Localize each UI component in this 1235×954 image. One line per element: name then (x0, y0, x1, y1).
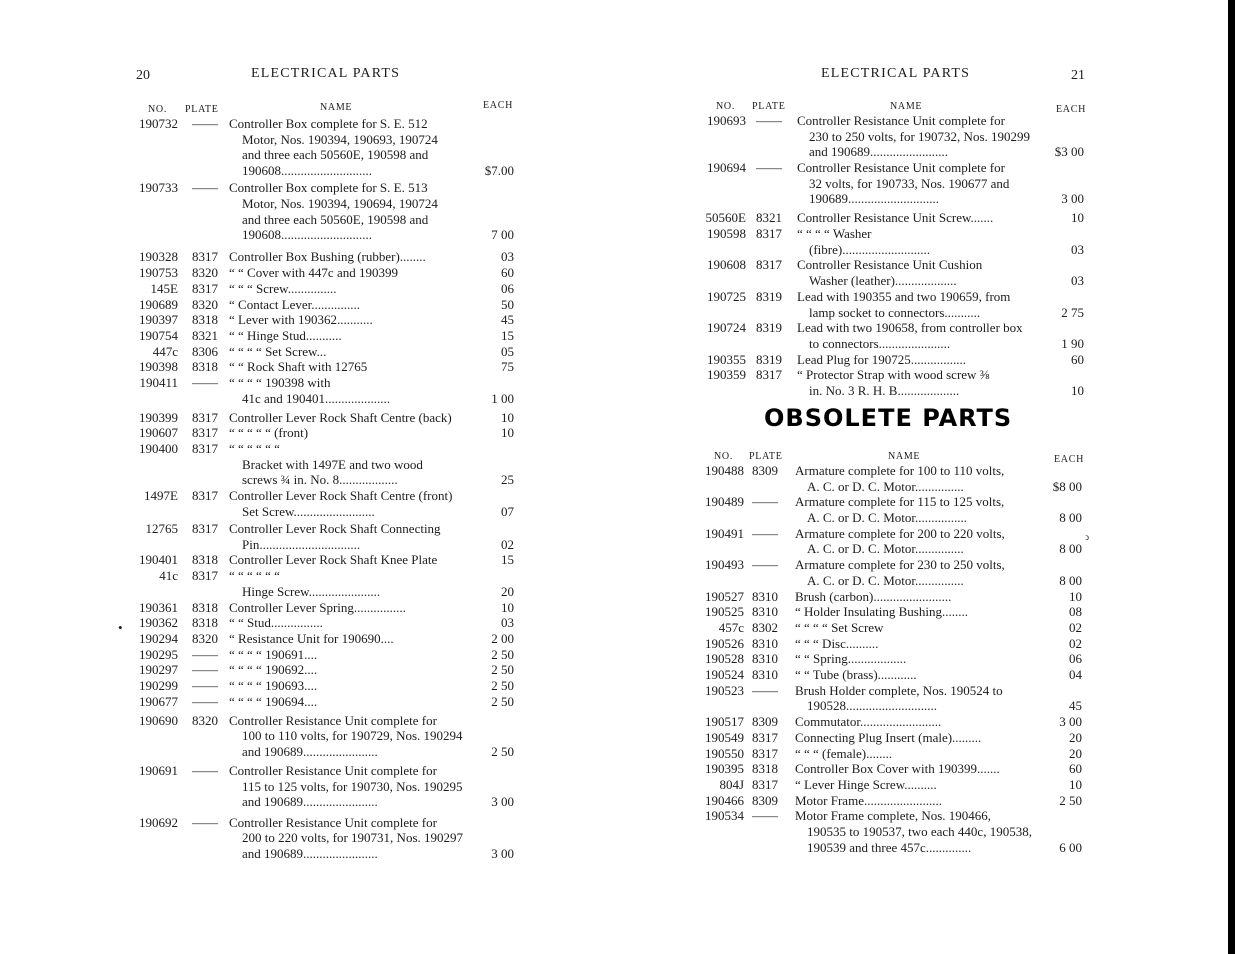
part-description: Controller Resistance Unit complete for (229, 712, 437, 728)
part-description: “ “ Hinge Stud........... (229, 327, 342, 343)
price: 60 (1071, 351, 1084, 367)
plate-number: 8309 (752, 463, 778, 478)
part-description: Brush (carbon)........................ (795, 588, 952, 604)
part-number: 190608 (707, 257, 746, 273)
part-description: Lead Plug for 190725................. (797, 351, 966, 367)
price: 20 (1069, 729, 1082, 745)
part-number: 190732 (139, 116, 178, 131)
part-description: “ “ “ Screw............... (229, 280, 337, 296)
part-description: A. C. or D. C. Motor................ (807, 510, 967, 526)
price: 03 (1071, 241, 1084, 257)
plate-number: 8321 (192, 327, 218, 343)
part-number: 190691 (139, 762, 178, 778)
plate-number: —— (192, 116, 218, 131)
price: 10 (1071, 383, 1084, 399)
part-description: (fibre)........................... (809, 241, 930, 257)
price: 60 (501, 265, 514, 281)
plate-number: 8317 (192, 521, 218, 537)
plate-number: 8317 (192, 249, 218, 265)
part-description: “ “ Cover with 447c and 190399 (229, 265, 398, 281)
part-number: 190294 (139, 630, 178, 646)
plate-number: 8320 (192, 630, 218, 646)
plate-number: 8318 (192, 615, 218, 631)
plate-number: 8309 (752, 792, 778, 808)
part-number: 145E (150, 280, 178, 296)
part-number: 190550 (705, 745, 744, 761)
price: 10 (501, 599, 514, 615)
price: 2 75 (1061, 304, 1084, 320)
part-number: 190466 (705, 792, 744, 808)
price: 04 (1069, 667, 1082, 683)
part-description: “ “ “ “ 190691.... (229, 646, 318, 662)
column-header-each: EACH (483, 100, 514, 111)
part-number: 190754 (139, 327, 178, 343)
plate-number: 8310 (752, 588, 778, 604)
part-number: 190607 (139, 425, 178, 441)
part-number: 50560E (705, 210, 746, 226)
plate-number: 8321 (756, 210, 782, 226)
part-number: 190401 (139, 552, 178, 568)
column-header-name: NAME (890, 101, 923, 112)
part-number: 190517 (705, 714, 744, 730)
part-number: 190724 (707, 320, 746, 336)
plate-number: 8317 (752, 745, 778, 761)
price: 2 50 (491, 662, 514, 678)
price: 03 (1071, 273, 1084, 289)
plate-number: 8310 (752, 635, 778, 651)
part-number: 190534 (705, 808, 744, 824)
part-number: 190690 (139, 712, 178, 728)
price: 20 (501, 583, 514, 599)
part-number: 190528 (705, 651, 744, 667)
part-description: “ “ “ “ Washer (797, 226, 872, 242)
price: 75 (501, 359, 514, 375)
price: 60 (1069, 761, 1082, 777)
part-number: 804J (719, 777, 744, 792)
part-description: Motor Frame complete, Nos. 190466, (795, 808, 992, 824)
part-description: “ “ “ (female)........ (795, 745, 893, 761)
price: 05 (501, 343, 514, 359)
part-number: 457c (718, 620, 744, 635)
plate-number: 8309 (752, 714, 778, 730)
part-number: 190395 (705, 761, 744, 777)
price: 2 50 (491, 743, 514, 759)
price: 7 00 (491, 227, 514, 243)
price: 20 (1069, 745, 1082, 761)
part-number: 447c (152, 343, 178, 359)
part-number: 12765 (145, 521, 178, 537)
part-description: Hinge Screw...................... (242, 583, 381, 599)
price: 3 00 (1059, 714, 1082, 730)
price: $7.00 (484, 163, 514, 179)
column-header-no: NO. (716, 101, 736, 112)
part-description: and 190689....................... (242, 743, 378, 759)
part-description: “ “ “ “ 190692.... (229, 662, 318, 678)
part-description: “ “ “ “ “ (front) (229, 425, 309, 441)
price: 10 (1069, 777, 1082, 792)
part-number: 190694 (707, 160, 746, 176)
part-description: “ “ “ “ 190693.... (229, 678, 318, 694)
part-description: “ Lever with 190362........... (229, 312, 373, 328)
plate-number: —— (192, 693, 218, 709)
part-description: “ “ “ “ “ “ (229, 568, 280, 584)
part-description: 200 to 220 volts, for 190731, Nos. 190297 (242, 830, 463, 846)
part-number: 190525 (705, 604, 744, 620)
price: 03 (501, 615, 514, 631)
part-number: 1497E (144, 488, 178, 504)
plate-number: 8310 (752, 651, 778, 667)
part-description: 230 to 250 volts, for 190732, Nos. 190299 (809, 128, 1030, 144)
part-number: 190297 (139, 662, 178, 678)
part-description: “ Contact Lever............... (229, 296, 361, 312)
part-description: 190689............................ (809, 191, 939, 207)
plate-number: 8320 (192, 296, 218, 312)
part-description: 100 to 110 volts, for 190729, Nos. 190294 (242, 728, 463, 744)
price: 3 00 (1061, 191, 1084, 207)
part-number: 190362 (139, 615, 178, 631)
part-description: 190528............................ (807, 698, 937, 714)
part-description: Controller Box Bushing (rubber)........ (229, 249, 426, 265)
part-description: Controller Resistance Unit complete for (797, 160, 1005, 176)
part-description: Controller Lever Rock Shaft Connecting (229, 521, 441, 537)
price: 3 00 (491, 794, 514, 810)
price: 10 (1071, 210, 1084, 226)
binding-edge (1228, 0, 1235, 954)
column-header-no: NO. (714, 451, 734, 462)
plate-number: 8310 (752, 604, 778, 620)
plate-number: 8318 (192, 552, 218, 568)
part-description: in. No. 3 R. H. B................... (809, 383, 960, 399)
plate-number: 8317 (756, 226, 782, 242)
plate-number: —— (752, 557, 778, 573)
part-description: Controller Box complete for S. E. 513 (229, 180, 428, 196)
part-description: and three each 50560E, 190598 and (242, 211, 429, 227)
plate-number: 8319 (756, 351, 782, 367)
part-number: 190692 (139, 814, 178, 830)
plate-number: —— (192, 678, 218, 694)
price: 2 50 (1059, 792, 1082, 808)
part-description: Set Screw......................... (242, 503, 375, 519)
price: 08 (1069, 604, 1082, 620)
plate-number: 8318 (752, 761, 778, 777)
plate-number: —— (756, 160, 782, 176)
part-description: 190535 to 190537, two each 440c, 190538, (807, 824, 1032, 840)
part-description: Motor Frame........................ (795, 792, 942, 808)
price: 10 (1069, 588, 1082, 604)
part-description: and 190689........................ (809, 144, 949, 160)
price: 10 (501, 409, 514, 425)
part-description: Controller Lever Rock Shaft Knee Plate (229, 552, 438, 568)
part-number: 190753 (139, 265, 178, 281)
part-description: “ “ Rock Shaft with 12765 (229, 359, 368, 375)
column-header-plate: PLATE (749, 451, 783, 462)
part-number: 190725 (707, 288, 746, 304)
column-header-name: NAME (320, 102, 353, 113)
page-title: ELECTRICAL PARTS (251, 66, 401, 81)
part-description: Lead with two 190658, from controller box (797, 320, 1023, 336)
part-description: Controller Lever Rock Shaft Centre (front) (229, 488, 453, 504)
plate-number: 8317 (752, 777, 778, 792)
part-description: Controller Lever Spring................ (229, 599, 406, 615)
part-description: “ “ “ “ Set Screw (795, 620, 884, 635)
price: 3 00 (491, 846, 514, 862)
part-number: 190549 (705, 729, 744, 745)
part-description: Commutator......................... (795, 714, 942, 730)
part-number: 190299 (139, 678, 178, 694)
part-description: Brush Holder complete, Nos. 190524 to (795, 682, 1003, 698)
plate-number: —— (192, 662, 218, 678)
part-description: “ Lever Hinge Screw.......... (795, 777, 937, 792)
column-header-plate: PLATE (185, 104, 219, 115)
price: 1 00 (491, 390, 514, 406)
part-description: Washer (leather)................... (809, 273, 957, 289)
plate-number: 8317 (756, 367, 782, 383)
price: 15 (501, 552, 514, 568)
part-description: A. C. or D. C. Motor............... (807, 541, 964, 557)
part-number: 190598 (707, 226, 746, 242)
part-number: 190524 (705, 667, 744, 683)
price: 45 (501, 312, 514, 328)
part-number: 190397 (139, 312, 178, 328)
price: 02 (501, 536, 514, 552)
price: 2 50 (491, 693, 514, 709)
price: 15 (501, 327, 514, 343)
part-description: Motor, Nos. 190394, 190694, 190724 (242, 196, 438, 212)
plate-number: 8318 (192, 599, 218, 615)
part-number: 190493 (705, 557, 744, 573)
plate-number: 8306 (192, 343, 218, 359)
price: 06 (1069, 651, 1082, 667)
part-description: Armature complete for 100 to 110 volts, (795, 463, 1005, 478)
part-description: and 190689....................... (242, 794, 378, 810)
part-description: Controller Lever Rock Shaft Centre (back) (229, 409, 452, 425)
price: 1 90 (1061, 335, 1084, 351)
column-header-each: EACH (1056, 104, 1087, 115)
price: 8 00 (1059, 541, 1082, 557)
part-description: “ “ “ “ 190694.... (229, 693, 318, 709)
part-description: 41c and 190401.................... (242, 390, 391, 406)
plate-number: 8317 (192, 425, 218, 441)
part-description: “ “ Tube (brass)............ (795, 667, 917, 683)
page-title: ELECTRICAL PARTS (821, 66, 971, 81)
price: 25 (501, 472, 514, 488)
plate-number: 8317 (192, 488, 218, 504)
plate-number: —— (192, 375, 218, 391)
price: 45 (1069, 698, 1082, 714)
part-number: 190411 (139, 375, 178, 391)
price: 03 (501, 249, 514, 265)
part-number: 190677 (139, 693, 178, 709)
part-number: 190355 (707, 351, 746, 367)
part-description: 115 to 125 volts, for 190730, Nos. 190295 (242, 778, 463, 794)
part-description: 190608............................ (242, 227, 372, 243)
part-description: screws ¾ in. No. 8.................. (242, 472, 398, 488)
price: 8 00 (1059, 572, 1082, 588)
part-number: 190359 (707, 367, 746, 383)
part-number: 190733 (139, 180, 178, 196)
part-description: “ “ “ “ “ “ (229, 440, 280, 456)
part-number: 190295 (139, 646, 178, 662)
part-description: 32 volts, for 190733, Nos. 190677 and (809, 175, 1010, 191)
part-description: “ “ “ “ Set Screw... (229, 343, 327, 359)
part-description: 190539 and three 457c.............. (807, 839, 972, 855)
price: 50 (501, 296, 514, 312)
part-number: 190689 (139, 296, 178, 312)
part-number: 190399 (139, 409, 178, 425)
price: 07 (501, 503, 514, 519)
part-description: Controller Resistance Unit complete for (229, 762, 437, 778)
part-description: and three each 50560E, 190598 and (242, 147, 429, 163)
part-number: 190526 (705, 635, 744, 651)
part-description: and 190689....................... (242, 846, 378, 862)
column-header-no: NO. (148, 104, 168, 115)
plate-number: —— (756, 113, 782, 128)
part-number: 41c (159, 568, 178, 584)
column-header-plate: PLATE (752, 101, 786, 112)
part-description: “ Protector Strap with wood screw ⅜ (797, 367, 990, 383)
price: 2 50 (491, 646, 514, 662)
column-header-each: EACH (1054, 454, 1085, 465)
price: 06 (501, 280, 514, 296)
price: 02 (1069, 635, 1082, 651)
plate-number: 8317 (756, 257, 782, 273)
price: 6 00 (1059, 839, 1082, 855)
plate-number: 8320 (192, 712, 218, 728)
part-description: Lead with 190355 and two 190659, from (797, 288, 1011, 304)
price: $8 00 (1052, 478, 1082, 494)
part-number: 190400 (139, 440, 178, 456)
print-speck: • (118, 620, 123, 635)
plate-number: 8317 (192, 440, 218, 456)
plate-number: —— (192, 180, 218, 196)
part-number: 190523 (705, 682, 744, 698)
plate-number: —— (192, 646, 218, 662)
part-description: Bracket with 1497E and two wood (242, 456, 423, 472)
plate-number: —— (752, 808, 778, 824)
part-description: Controller Resistance Unit complete for (797, 113, 1005, 128)
price: 2 00 (491, 630, 514, 646)
part-description: Armature complete for 230 to 250 volts, (795, 557, 1005, 573)
price: $3 00 (1054, 144, 1084, 160)
plate-number: 8317 (192, 280, 218, 296)
price: 2 50 (491, 678, 514, 694)
price: 02 (1069, 620, 1082, 635)
part-description: A. C. or D. C. Motor............... (807, 478, 964, 494)
part-description: Motor, Nos. 190394, 190693, 190724 (242, 131, 438, 147)
part-description: 190608............................ (242, 163, 372, 179)
plate-number: —— (192, 814, 218, 830)
part-description: “ “ “ “ 190398 with (229, 375, 331, 391)
part-number: 190361 (139, 599, 178, 615)
part-description: A. C. or D. C. Motor............... (807, 572, 964, 588)
plate-number: 8317 (752, 729, 778, 745)
plate-number: 8319 (756, 288, 782, 304)
part-description: Armature complete for 200 to 220 volts, (795, 525, 1005, 541)
part-number: 190693 (707, 113, 746, 128)
plate-number: 8318 (192, 359, 218, 375)
part-description: Armature complete for 115 to 125 volts, (795, 494, 1005, 510)
part-number: 190489 (705, 494, 744, 510)
plate-number: 8310 (752, 667, 778, 683)
part-description: Controller Resistance Unit complete for (229, 814, 437, 830)
part-description: Pin............................... (242, 536, 361, 552)
plate-number: 8317 (192, 409, 218, 425)
part-description: Controller Resistance Unit Cushion (797, 257, 983, 273)
part-number: 190328 (139, 249, 178, 265)
right-page (618, 0, 1228, 954)
part-number: 190488 (705, 463, 744, 478)
part-description: “ “ “ Disc.......... (795, 635, 879, 651)
part-description: Controller Resistance Unit Screw....... (797, 210, 994, 226)
part-number: 190527 (705, 588, 744, 604)
part-description: to connectors...................... (809, 335, 951, 351)
page-number: 21 (1071, 68, 1085, 83)
plate-number: —— (752, 682, 778, 698)
part-description: Connecting Plug Insert (male)......... (795, 729, 982, 745)
column-header-name: NAME (888, 451, 921, 462)
part-description: “ “ Spring.................. (795, 651, 907, 667)
plate-number: —— (192, 762, 218, 778)
part-description: “ Resistance Unit for 190690.... (229, 630, 394, 646)
part-description: “ “ Stud................ (229, 615, 323, 631)
print-speck: ↄ (1085, 532, 1089, 542)
plate-number: —— (752, 494, 778, 510)
plate-number: 8317 (192, 568, 218, 584)
plate-number: 8319 (756, 320, 782, 336)
part-description: Controller Box complete for S. E. 512 (229, 116, 428, 131)
part-description: Controller Box Cover with 190399....... (795, 761, 1000, 777)
plate-number: 8302 (752, 620, 778, 635)
part-number: 190398 (139, 359, 178, 375)
price: 8 00 (1059, 510, 1082, 526)
plate-number: 8318 (192, 312, 218, 328)
section-heading: OBSOLETE PARTS (764, 404, 1013, 432)
part-number: 190491 (705, 525, 744, 541)
part-description: lamp socket to connectors........... (809, 304, 981, 320)
price: 10 (501, 425, 514, 441)
plate-number: —— (752, 525, 778, 541)
page-number: 20 (136, 68, 150, 83)
plate-number: 8320 (192, 265, 218, 281)
part-description: “ Holder Insulating Bushing........ (795, 604, 968, 620)
